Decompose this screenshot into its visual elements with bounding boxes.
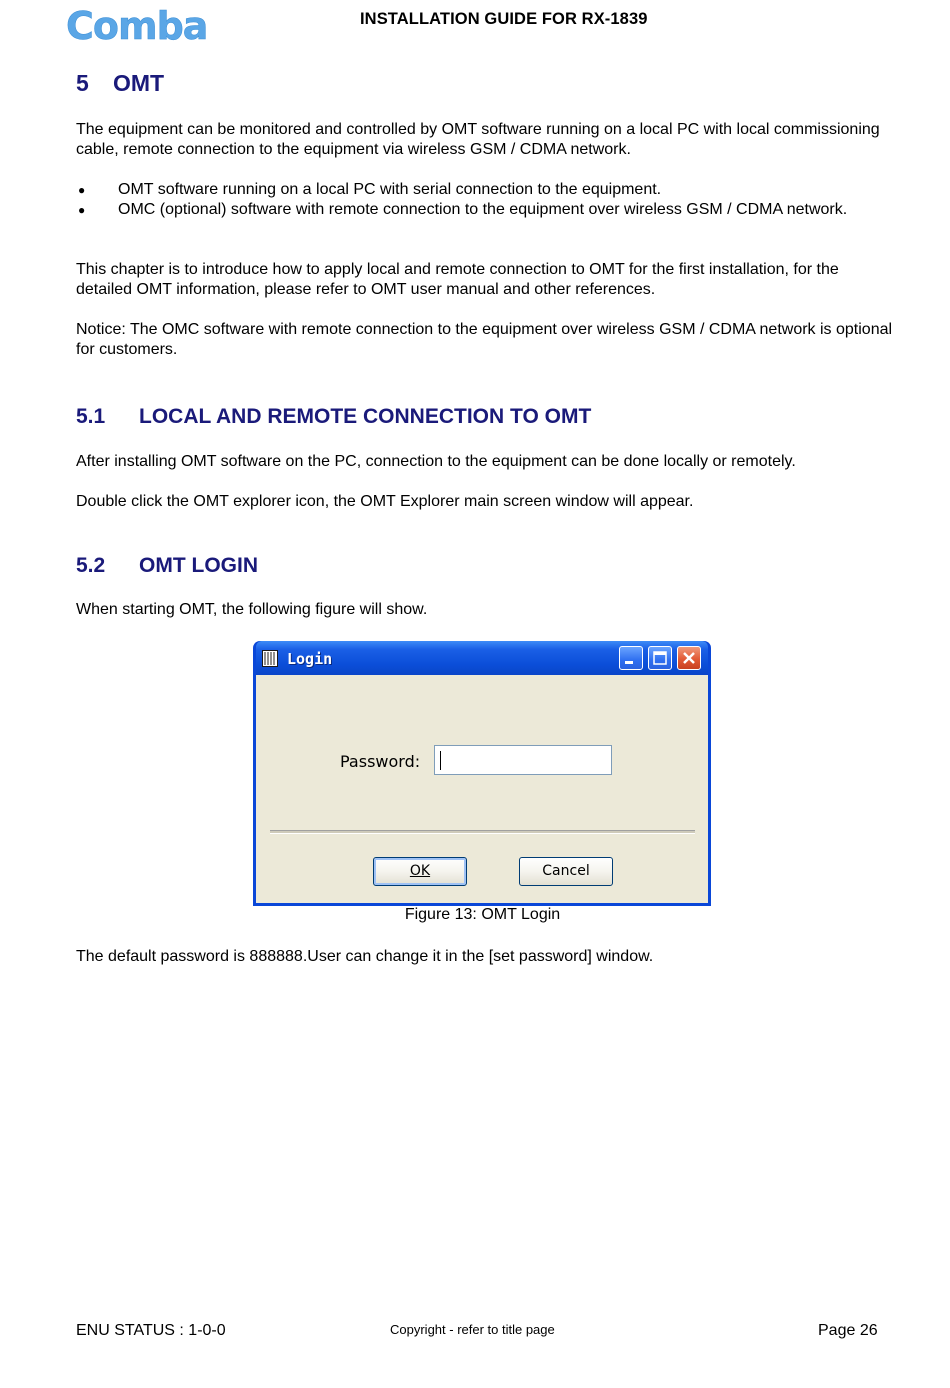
section-title: LOCAL AND REMOTE CONNECTION TO OMT [139, 405, 592, 428]
cancel-button[interactable] [519, 857, 613, 886]
default-password-paragraph: The default password is 888888.User can change it in the [set password] window. [76, 948, 654, 965]
section-number: 5.2 [76, 554, 106, 577]
intro-paragraph: The equipment can be monitored and controlled by OMT software running on a local PC with local commissioning cable, remote connection to the equipment via wireless GSM / CDMA network. [76, 121, 880, 158]
maximize-button[interactable] [648, 646, 672, 670]
app-window-icon [262, 650, 278, 667]
bullet-icon: ● [78, 203, 86, 217]
section-title: OMT LOGIN [139, 554, 258, 577]
minimize-button[interactable] [619, 646, 643, 670]
close-button[interactable] [677, 646, 701, 670]
section-5-2-paragraph: When starting OMT, the following figure will show. [76, 601, 428, 618]
section-number: 5 [76, 70, 89, 96]
minimize-icon [620, 647, 642, 669]
svg-text:Comba: Comba [66, 6, 208, 46]
dialog-body [256, 675, 708, 903]
comba-logo [66, 6, 222, 46]
chapter-note-paragraph: This chapter is to introduce how to apply local and remote connection to OMT for the first installation, for the detailed OMT information, please refer to OMT user manual and other references. [76, 261, 839, 298]
section-5-2-heading [76, 554, 258, 578]
section-5-heading [76, 70, 164, 97]
footer-status: ENU STATUS : 1-0-0 [76, 1322, 226, 1339]
figure-caption: Figure 13: OMT Login [404, 906, 561, 923]
list-item-text: OMT software running on a local PC with serial connection to the equipment. [118, 181, 662, 198]
separator [270, 830, 695, 834]
password-label: Password: [340, 752, 421, 771]
page-number: Page 26 [818, 1322, 878, 1339]
maximize-icon [649, 647, 671, 669]
dialog-titlebar[interactable] [256, 641, 708, 675]
text-caret [440, 751, 441, 770]
section-5-1-heading [76, 405, 591, 429]
close-icon [678, 647, 700, 669]
login-dialog [253, 641, 711, 906]
list-item [76, 180, 894, 200]
section-5-1-paragraph-1: After installing OMT software on the PC, connection to the equipment can be done locally or remotely. [76, 453, 796, 470]
section-5-1-paragraph-2: Double click the OMT explorer icon, the OMT Explorer main screen window will appear. [76, 493, 694, 510]
cancel-button-label: Cancel [542, 863, 590, 879]
dialog-title: Login [287, 650, 333, 668]
ok-button[interactable] [373, 857, 467, 886]
list-item [76, 200, 894, 220]
section-number: 5.1 [76, 405, 106, 428]
ok-button-label: OK [409, 863, 431, 879]
section-title: OMT [113, 70, 165, 96]
document-title: INSTALLATION GUIDE FOR RX-1839 [360, 10, 648, 28]
notice-paragraph: Notice: The OMC software with remote connection to the equipment over wireless GSM / CDMA network is optional for customers. [76, 321, 893, 358]
password-input[interactable] [434, 745, 612, 775]
list-item-text: OMC (optional) software with remote connection to the equipment over wireless GSM / CDMA network. [118, 201, 848, 218]
bullet-icon: ● [78, 183, 86, 197]
footer-copyright: Copyright - refer to title page [390, 1322, 555, 1337]
